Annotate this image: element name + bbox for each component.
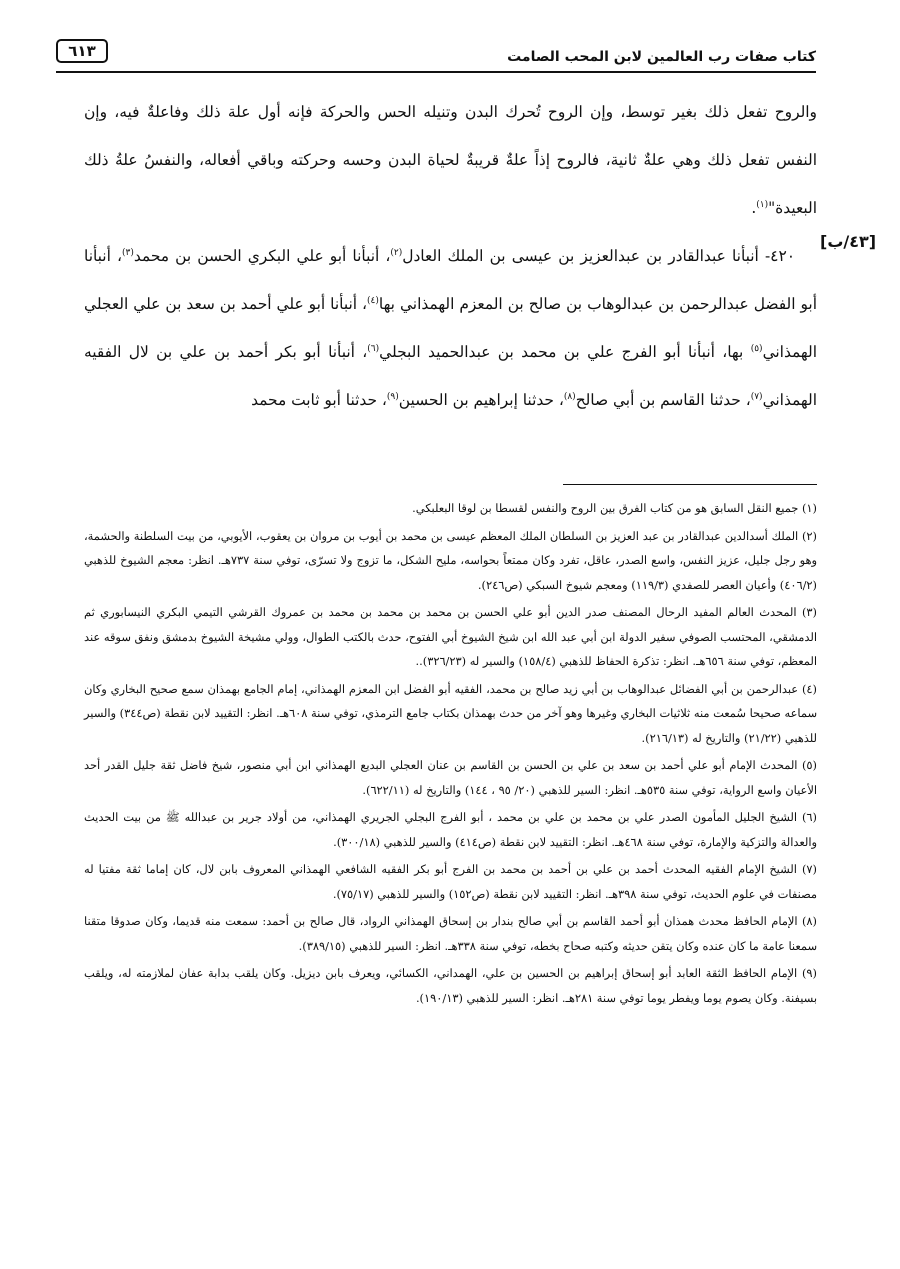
text-segment: ، حدثنا أبو ثابت محمد (251, 391, 387, 409)
footnote-separator (563, 484, 817, 485)
text-segment: ٤٢٠- أنبأنا عبدالقادر بن عبدالعزيز بن عيسى بن الملك العادل (402, 247, 795, 265)
main-text (84, 88, 817, 424)
footnote-9: (٩) الإمام الحافظ الثقة العابد أبو إسحاق إبراهيم بن الحسين بن علي، الهمداني، الكسائي، ويعرف بابن ديزيل. وكان يلقب بدابة عفان لملازمته له، ويلقب بسيفنة. وكان يصوم يوما ويفطر يوما توفي سنة ٢٨١هـ. انظر: السير للذهبي (١٩٠/١٣). (84, 966, 817, 1005)
footnote-ref-6: (٦) (367, 343, 380, 354)
footnote-6: (٦) الشيخ الجليل المأمون الصدر علي بن محمد بن علي بن محمد ، أبو الفرج البجلي الجريري الهمذاني، من أولاد جرير بن عبدالله ﷺ من بيت الحديث والعدالة والتزكية والإمارة، توفي سنة ٤٦٨هـ. انظر: التقييد لابن نقطة (ص٤١٤) والسير للذهبي (٣٠٠/١٨). (84, 810, 817, 849)
footnotes (84, 496, 817, 1013)
text-segment: ، حدثنا القاسم بن أبي صالح (575, 391, 751, 409)
text-segment: ، حدثنا إبراهيم بن الحسين (398, 391, 564, 409)
footnote-1: (١) جميع النقل السابق هو من كتاب الفرق بين الروح والنفس لقسطا بن لوقا البعلبكي. (412, 501, 817, 515)
footnote-ref-2: (٢) (390, 247, 403, 258)
footnote-ref-7: (٧) (750, 391, 763, 402)
text-segment: ، أنبأنا أبو علي البكري الحسن بن محمد (133, 247, 391, 265)
header-divider (56, 71, 816, 73)
footnote-3: (٣) المحدث العالم المفيد الرحال المصنف صدر الدين أبو علي الحسن بن محمد بن محمد بن محمد بن عمروك القرشي التيمي البكري النيسابوري ثم الدمشقي، المحتسب الصوفي سفير الدولة ابن أبي عبد الله ابن شيخ الشيوخ أبي الفتوح، حدث بالكتب الطوال، وولي مشيخة الشيوخ بدمشق ونفق سوقه عند المعظم، توفي سنة ٦٥٦هـ. انظر: تذكرة الحفاظ للذهبي (١٥٨/٤) والسير له (٣٢٦/٢٣).. (84, 605, 817, 668)
footnote-ref-8: (٨) (563, 391, 576, 402)
footnote-ref-9: (٩) (386, 391, 399, 402)
text-segment: ، أنبأنا أبو علي أحمد بن سعد بن علي العجلي الهمذاني (84, 295, 817, 361)
footnote-ref-3: (٣) (121, 247, 134, 258)
footnote-2: (٢) الملك أسدالدين عبدالقادر بن عبد العزيز بن السلطان الملك المعظم عيسى بن محمد بن أيوب بن مروان بن يعقوب، الأيوبي، من بيت السلطنة والحشمة، وهو رجل جليل، عزيز النفس، واسع الصدر، عاقل، تفرد وكان ممتعاً بحواسه، مليح الشكل، ما تزوج ولا تسرّى، توفي سنة ٧٣٧هـ. انظر: معجم الشيوخ للذهبي (٤٠٦/٢) وأعيان العصر للصفدي (١١٩/٣) ومعجم شيوخ السبكي (ص٢٤٦). (84, 528, 817, 592)
paragraph-end: . (751, 199, 757, 217)
text-segment: بها، أنبأنا أبو الفرج علي بن محمد بن عبدالحميد البجلي (379, 343, 751, 361)
footnote-ref-5: (٥) (750, 343, 763, 354)
paragraph-2 (84, 232, 817, 424)
text-segment: ، أنبأنا أبو بكر أحمد بن علي بن لال الفقيه الهمذاني (84, 343, 817, 409)
footnote-7: (٧) الشيخ الإمام الفقيه المحدث أحمد بن علي بن أحمد بن محمد بن الفرج أبو بكر الفقيه الشافعي الهمذاني المعروف بابن لال، كان إماما ثقة مفتيا له مصنفات في علوم الحديث، توفي سنة ٣٩٨هـ. انظر: التقييد لابن نقطة (ص١٥٢) والسير للذهبي (٧٥/١٧). (84, 862, 817, 901)
page-number: ٦١٣ (56, 39, 108, 63)
manuscript-folio-reference: [٤٣/ب] (820, 232, 877, 251)
book-title: كتاب صفات رب العالمين لابن المحب الصامت (507, 49, 816, 65)
footnote-5: (٥) المحدث الإمام أبو علي أحمد بن سعد بن علي بن الحسن بن القاسم بن عنان العجلي البديع الهمذاني ابن أبي منصور، شيخ فاضل ثقة جليل القدر أحد الأعيان واسع الرواية، توفي سنة ٥٣٥هـ. انظر: السير للذهبي (٢٠/ ٩٥ ، ١٤٤) والتاريخ له (٦٢٢/١١). (84, 758, 817, 797)
paragraph-text: والروح تفعل ذلك بغير توسط، وإن الروح تُحرك البدن وتنيله الحس والحركة فإنه أول علة ذلك وفاعلةٌ فيه، وإن النفس تفعل ذلك وهي علةٌ ثانية، فالروح إذاً علةٌ قريبةٌ لحياة البدن وحسه وحركته وباقي أفعاله، والنفسُ علةُ ذلك البعيدة" (84, 103, 817, 217)
page-header (56, 37, 816, 73)
footnote-ref-4: (٤) (367, 295, 379, 306)
footnote-8: (٨) الإمام الحافظ محدث همذان أبو أحمد القاسم بن أبي صالح بندار بن إسحاق الهمذاني الرواد، قال صالح بن أحمد: سمعت منه قديما، وكان صدوقا متقنا سمعنا عامة ما كان عنده وكان يتقن حديثه وكتبه صحاح بخطه، توفي سنة ٣٣٨هـ. انظر: السير للذهبي (٣٨٩/١٥). (84, 914, 817, 953)
text-segment: ، أنبأنا أبو الفضل عبدالرحمن بن عبدالوهاب بن صالح بن المعزم الهمذاني بها (84, 247, 817, 313)
footnote-4: (٤) عبدالرحمن بن أبي الفضائل عبدالوهاب بن أبي زيد صالح بن محمد، الفقيه أبو الفضل ابن المعزم الهمذاني، إمام الجامع بهمذان سمع صحيح البخاري وكان سماعه صحيحا سُمعت منه ثلاثيات البخاري وغيرها وهو آخر من حدث بهمذان بكتاب جامع الترمذي، توفي سنة ٦٠٨هـ. انظر: التقييد لابن نقطة (ص٣٤٤) والسير للذهبي (٢١/٢٢) والتاريخ له (٢١٦/١٣). (84, 681, 817, 745)
footnote-ref-1: (١) (756, 199, 769, 210)
paragraph-1 (84, 88, 817, 232)
